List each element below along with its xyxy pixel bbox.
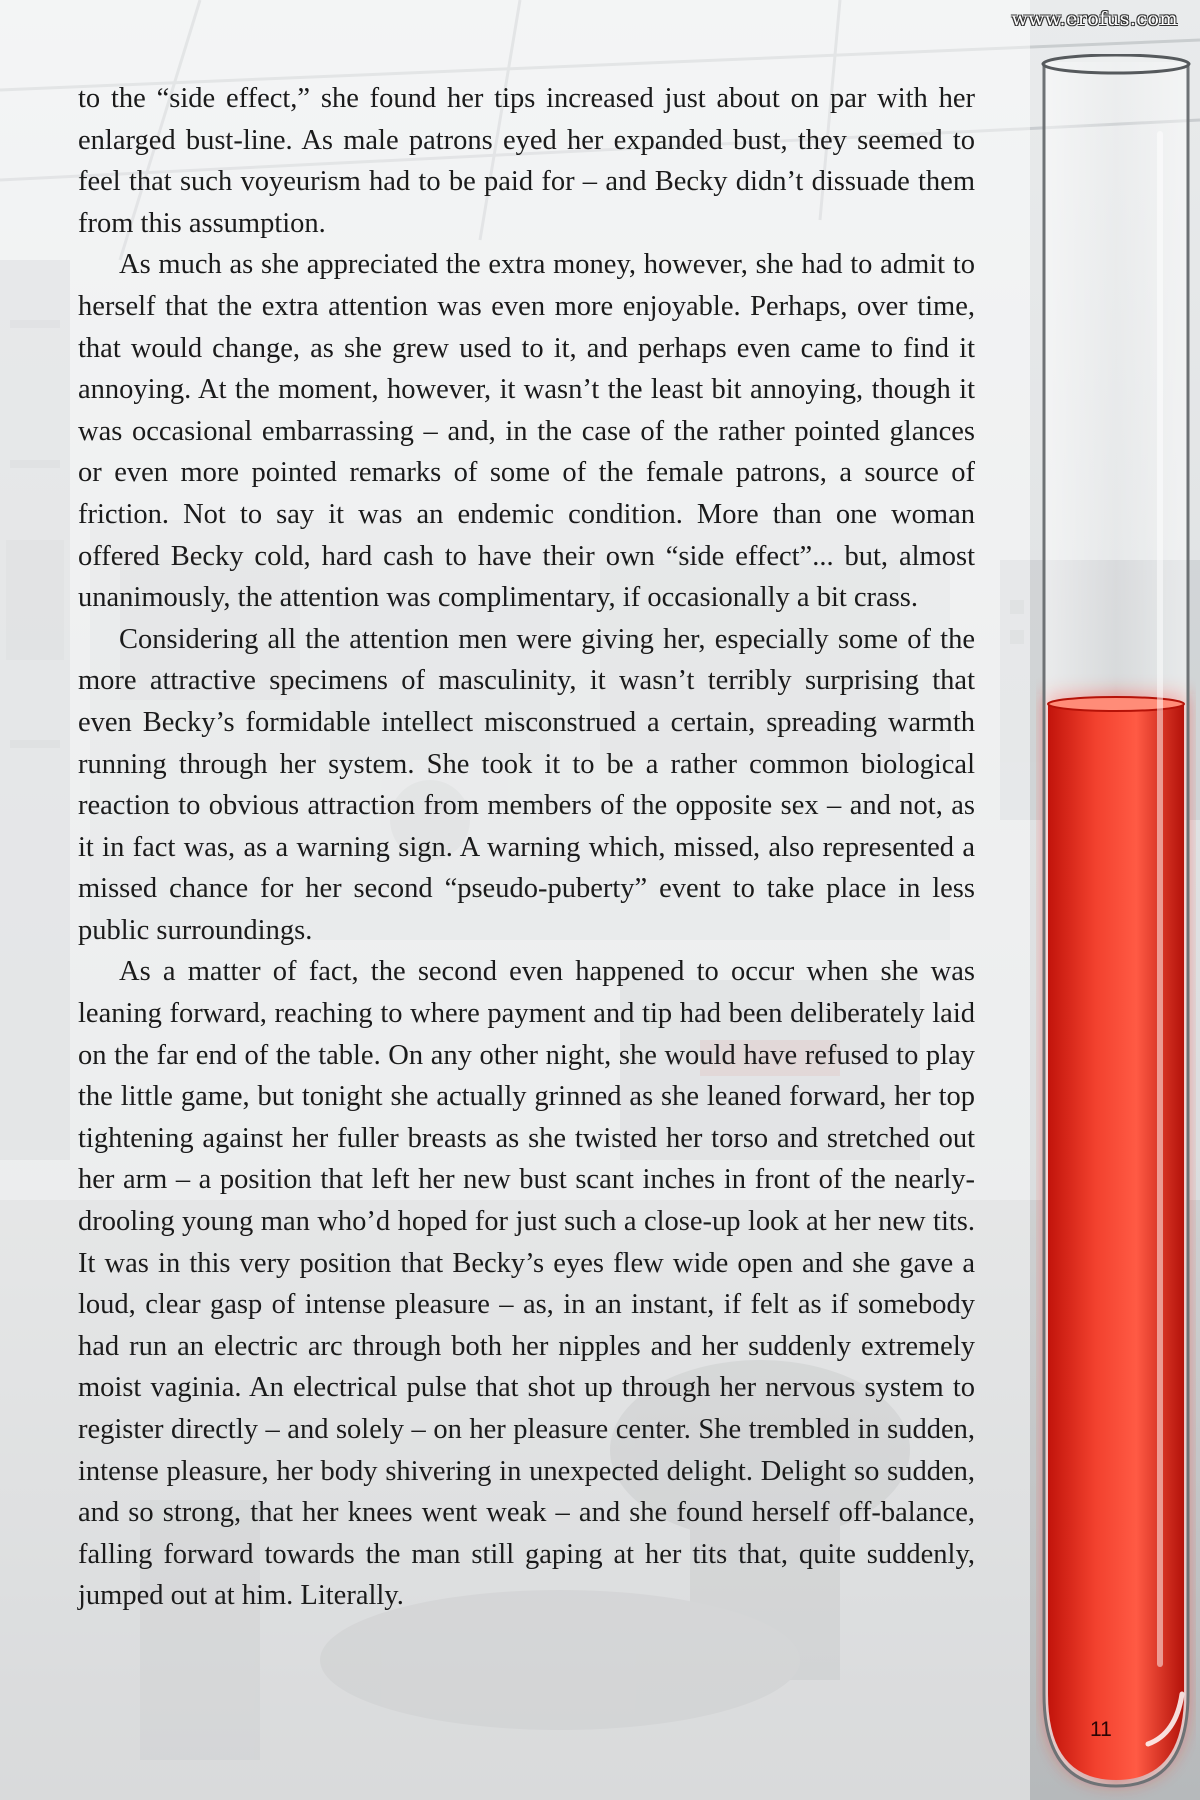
paragraph: As a matter of fact, the second even happened to occur when she was leaning forward, reaching to where payment and tip had been deliberately laid on the far end of the table. On any other night, she would have refused to play the little game, but tonight she actually grinned as she leaned forward, her top tightening against her fuller breasts as she twisted her torso and stretched out her arm – a position that left her new bust scant inches in front of the nearly-drooling young man who’d hoped for just such a close-up look at her new tits. It was in this very position that Becky’s eyes flew wide open and she gave a loud, clear gasp of intense pleasure – as, in an instant, if felt as if somebody had run an electric arc through both her nipples and her suddenly extremely moist vaginia. An electrical pulse that shot up through her nervous system to register directly – and solely – on her pleasure center. She trembled in sudden, intense pleasure, her body shivering in unexpected delight. Delight so sudden, and so strong, that her knees went weak – and she found herself off-balance, falling forward towards the man still gaping at her tits that, quite suddenly, jumped out at him. Literally. (78, 956, 975, 1612)
paragraph: Considering all the attention men were giving her, especially some of the more attractive specimens of masculinity, it wasn’t terribly surprising that even Becky’s formidable intellect misconstrued a certain, spreading warmth running through her system. She took it to be a rather common biological reaction to obvious attraction from members of the opposite sex – and not, as it in fact was, as a warning sign. A warning which, missed, also represented a missed chance for her second “pseudo-puberty” event to take place in less public surroundings. (78, 623, 975, 946)
page-number: 11 (1090, 1718, 1112, 1741)
paragraph: to the “side effect,” she found her tips increased just about on par with her enlarged bust-line. As male patrons eyed her expanded bust, they seemed to feel that such voyeurism had to be paid for – and Becky didn’t dissuade them from this assumption. (78, 83, 975, 239)
body-text (78, 78, 975, 1617)
watermark: www.erofus.com (1011, 8, 1178, 30)
test-tube-icon (1036, 54, 1196, 1800)
paragraph: As much as she appreciated the extra money, however, she had to admit to herself that the extra attention was even more enjoyable. Perhaps, over time, that would change, as she grew used to it, and perhaps even came to find it annoying. At the moment, however, it wasn’t the least bit annoying, though it was occasional embarrassing – and, in the case of the rather pointed glances or even more pointed remarks of some of the female patrons, a source of friction. Not to say it was an endemic condition. More than one woman offered Becky cold, hard cash to have their own “side effect”... but, almost unanimously, the attention was complimentary, if occasionally a bit crass. (78, 249, 975, 614)
